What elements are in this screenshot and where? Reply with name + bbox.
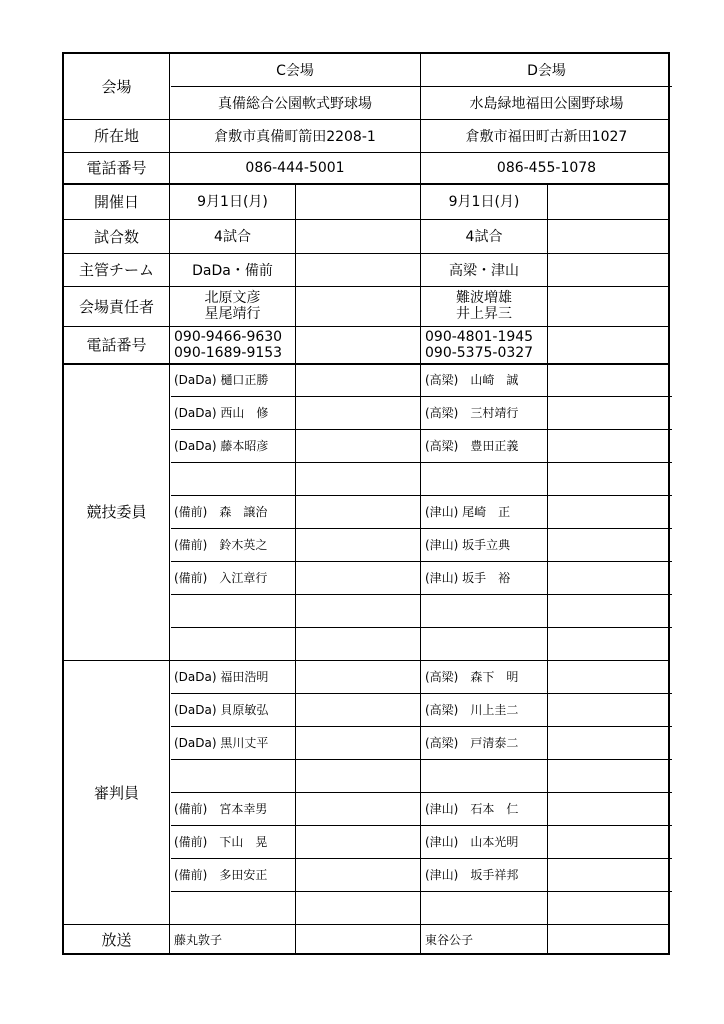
committee-member: (津山) 坂手 裕 bbox=[425, 571, 511, 585]
committee-member: (津山) 坂手立典 bbox=[425, 538, 511, 552]
umpire: (備前) 多田安正 bbox=[174, 868, 268, 882]
umpire: (DaDa) 黒川丈平 bbox=[174, 736, 269, 750]
games-label: 試合数 bbox=[93, 227, 139, 246]
manager-name: 北原文彦 bbox=[204, 290, 261, 306]
committee-member: (DaDa) 藤本昭彦 bbox=[174, 439, 269, 453]
venue-c-name: C会場 bbox=[276, 63, 314, 79]
venue-d-managers bbox=[421, 286, 547, 326]
umpire: (DaDa) 貝原敏弘 bbox=[174, 703, 269, 717]
venue-d-address: 倉敷市福田町古新田1027 bbox=[465, 128, 628, 145]
divider bbox=[171, 462, 672, 463]
venue-d-facility: 水島緑地福田公園野球場 bbox=[469, 95, 624, 112]
broadcast-label: 放送 bbox=[101, 931, 132, 949]
committee-member: (高梁) 山崎 誠 bbox=[425, 373, 519, 387]
committee-member: (高梁) 豊田正義 bbox=[425, 439, 519, 453]
venue-d-name: D会場 bbox=[527, 63, 566, 79]
committee-member: (備前) 森 譲治 bbox=[174, 505, 268, 519]
date-label: 開催日 bbox=[93, 192, 139, 211]
host-label: 主管チーム bbox=[78, 261, 154, 279]
venue-d-phone: 086-455-1078 bbox=[496, 159, 597, 176]
venue-c-broadcast: 藤丸敦子 bbox=[174, 933, 223, 947]
venue-c-phone: 086-444-5001 bbox=[245, 159, 345, 176]
venue-d-manager-phones bbox=[421, 326, 547, 363]
venue-c-managers bbox=[170, 286, 295, 326]
manager-label: 会場責任者 bbox=[78, 297, 154, 316]
committee-member: (DaDa) 西山 修 bbox=[174, 406, 269, 420]
committee-member: (高梁) 三村靖行 bbox=[425, 406, 519, 420]
venue-schedule-table bbox=[62, 52, 670, 955]
umpire: (高梁) 川上圭二 bbox=[425, 703, 519, 717]
umpire: (DaDa) 福田浩明 bbox=[174, 670, 269, 684]
manager-phone-label: 電話番号 bbox=[86, 336, 147, 354]
committee-member: (DaDa) 樋口正勝 bbox=[174, 373, 269, 387]
divider bbox=[171, 594, 672, 595]
manager-phone: 090-1689-9153 bbox=[174, 344, 283, 361]
address-label: 所在地 bbox=[93, 127, 139, 145]
committee-member: (津山) 尾崎 正 bbox=[425, 505, 511, 519]
manager-phone: 090-5375-0327 bbox=[425, 344, 534, 361]
committee-member: (備前) 入江章行 bbox=[174, 571, 268, 585]
divider bbox=[171, 891, 672, 892]
umpire: (高梁) 森下 明 bbox=[425, 670, 519, 684]
manager-phone: 090-9466-9630 bbox=[174, 328, 283, 345]
venue-d-games: 4試合 bbox=[465, 229, 503, 245]
venue-c-date: 9月1日(月) bbox=[197, 194, 268, 210]
umpire: (津山) 石本 仁 bbox=[425, 802, 519, 816]
divider bbox=[171, 627, 672, 628]
venue-d-host: 高梁・津山 bbox=[449, 262, 519, 279]
umpire: (津山) 山本光明 bbox=[425, 835, 519, 849]
manager-name: 難波増雄 bbox=[456, 290, 512, 306]
umpires-label: 審判員 bbox=[93, 783, 139, 802]
committee-label: 競技委員 bbox=[86, 503, 147, 521]
venue-c-games: 4試合 bbox=[214, 229, 251, 245]
venue-c-address: 倉敷市真備町箭田2208-1 bbox=[214, 128, 376, 145]
venue-c-facility: 真備総合公園軟式野球場 bbox=[218, 95, 372, 112]
manager-name: 星尾靖行 bbox=[204, 306, 261, 322]
venue-d-date: 9月1日(月) bbox=[448, 194, 520, 210]
manager-name: 井上昇三 bbox=[456, 306, 512, 322]
venue-c-manager-phones bbox=[170, 326, 295, 363]
committee-member: (備前) 鈴木英之 bbox=[174, 538, 268, 552]
venue-d-broadcast: 東谷公子 bbox=[425, 933, 474, 947]
phone-label: 電話番号 bbox=[86, 159, 147, 177]
umpire: (備前) 宮本幸男 bbox=[174, 802, 268, 816]
umpire: (高梁) 戸清泰二 bbox=[425, 736, 519, 750]
divider bbox=[171, 759, 672, 760]
umpire: (備前) 下山 晃 bbox=[174, 835, 268, 849]
manager-phone: 090-4801-1945 bbox=[425, 328, 534, 345]
venue-label: 会場 bbox=[101, 78, 132, 96]
venue-c-host: DaDa・備前 bbox=[192, 262, 273, 279]
umpire: (津山) 坂手祥邦 bbox=[425, 868, 519, 882]
